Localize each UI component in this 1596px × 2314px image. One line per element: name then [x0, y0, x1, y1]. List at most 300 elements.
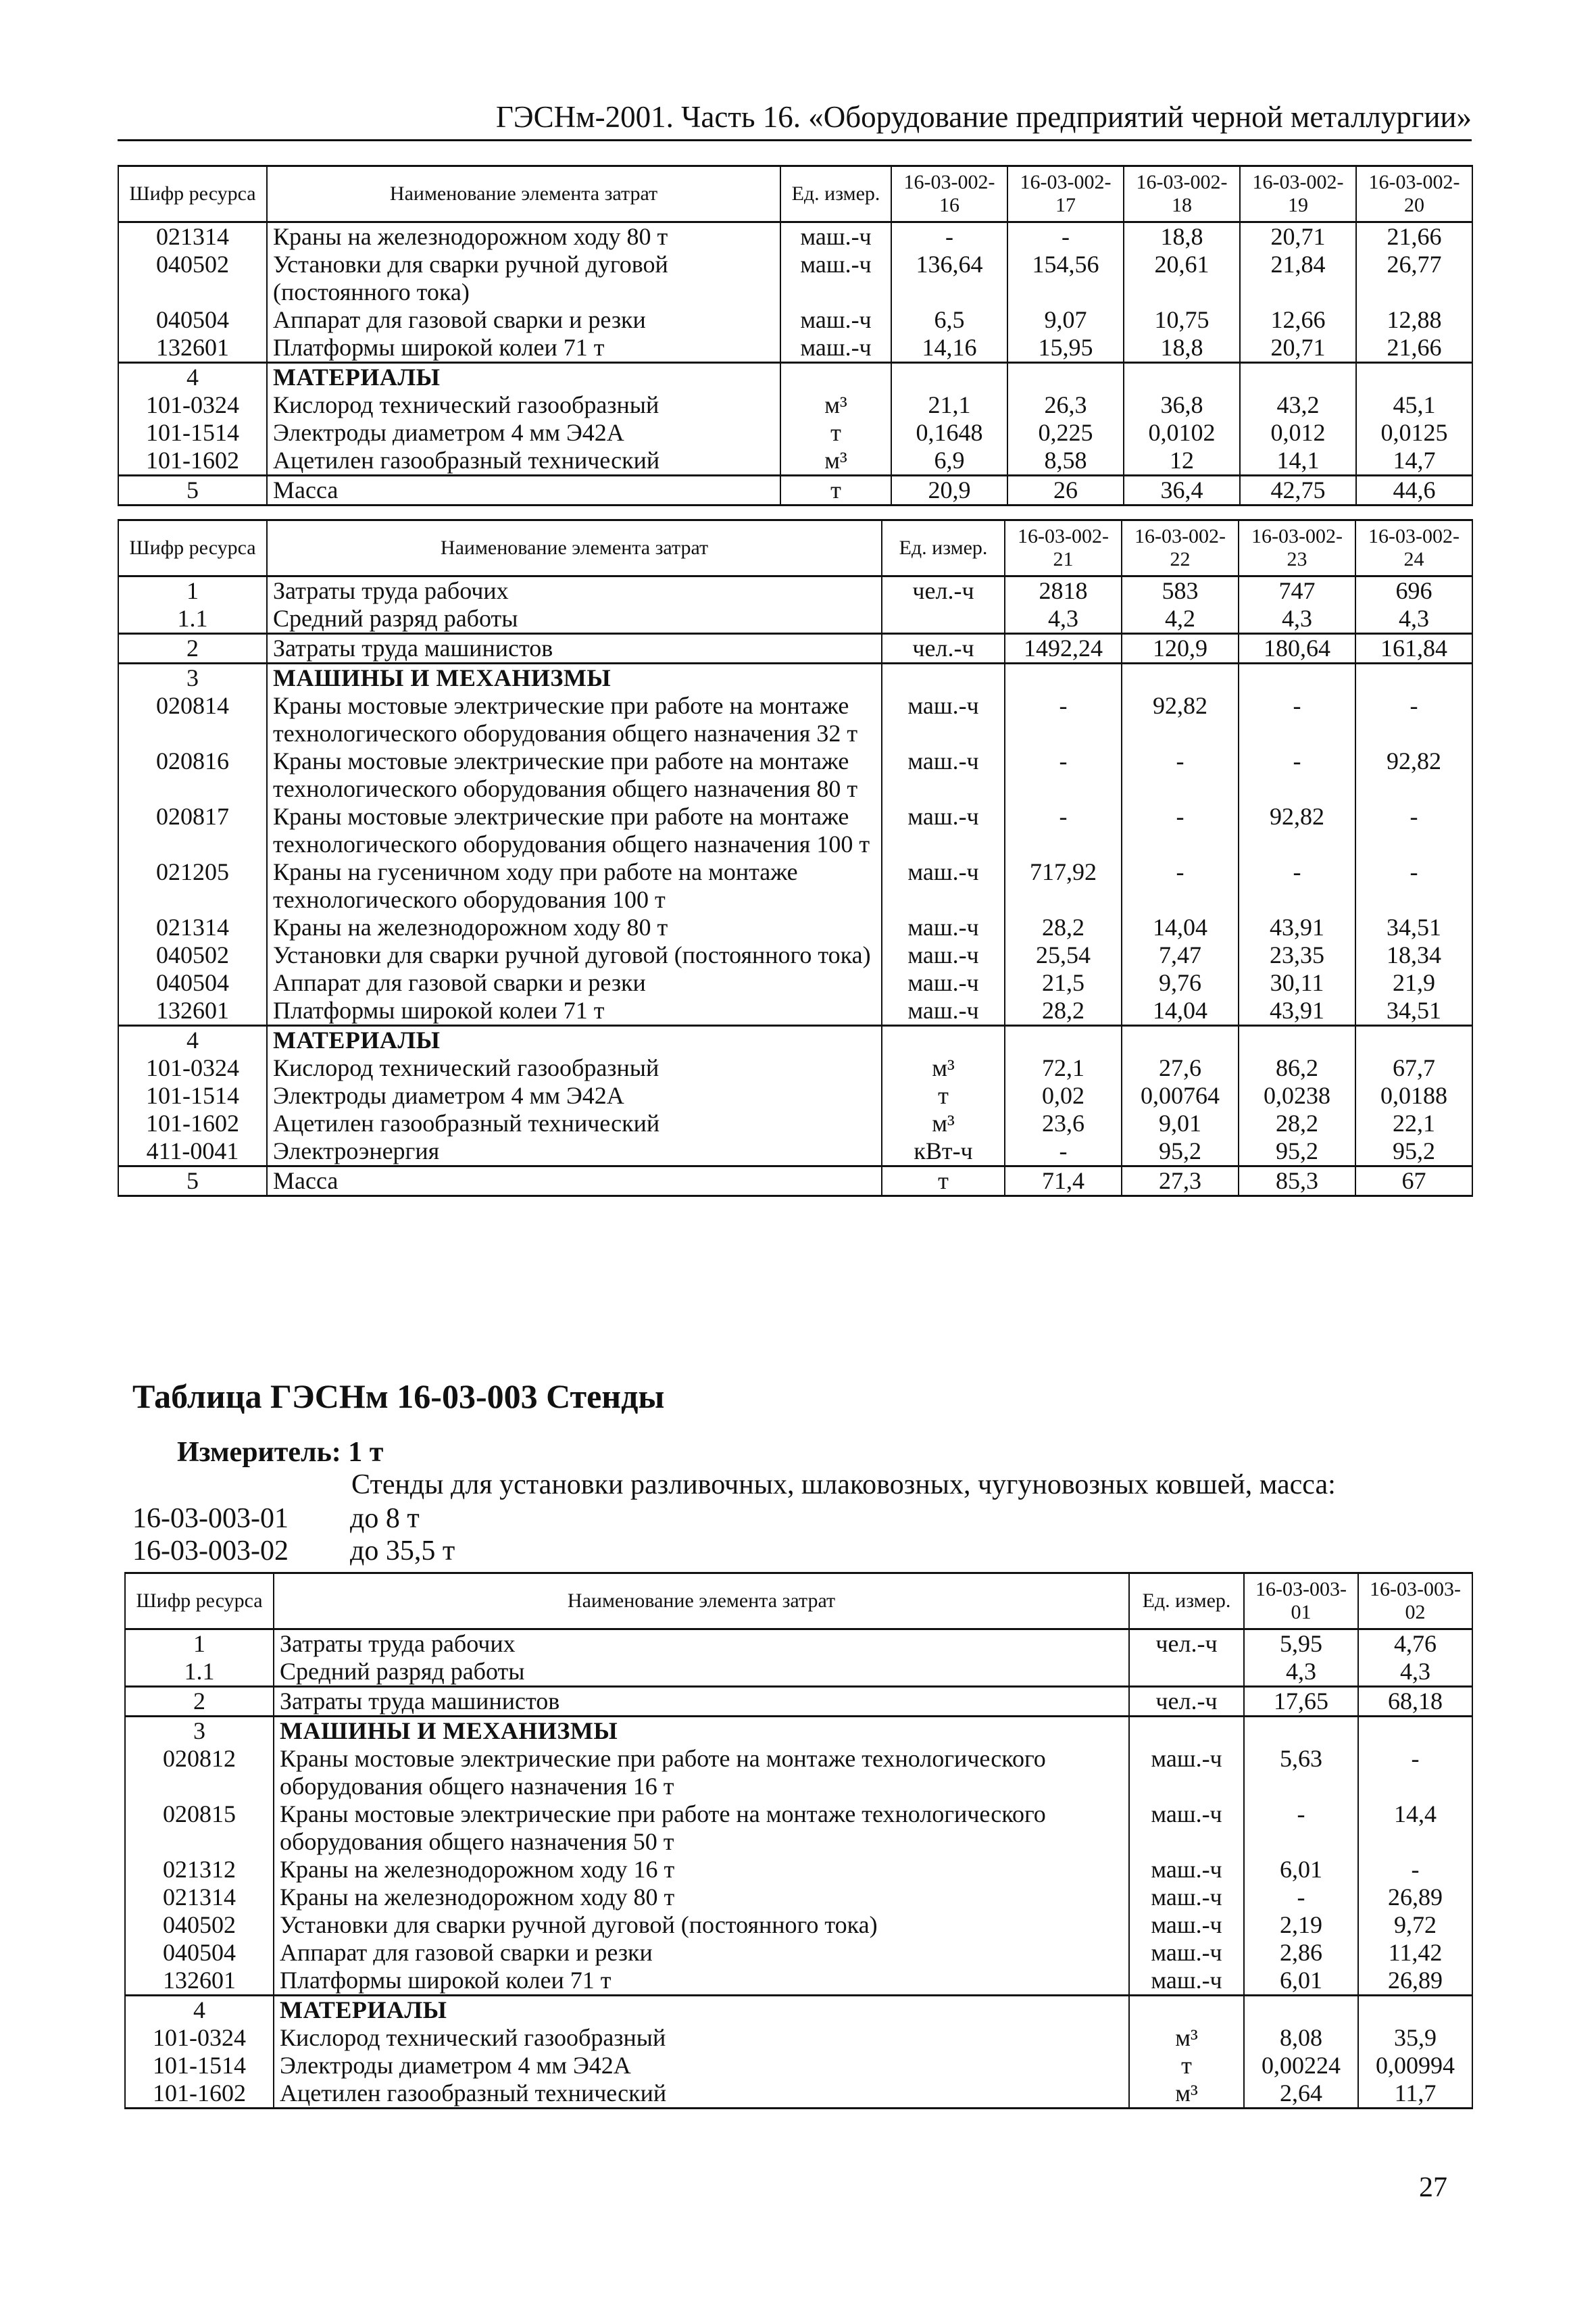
value-cell: 85,3 — [1239, 1166, 1355, 1196]
value-cell: 11,7 — [1358, 2079, 1472, 2109]
unit: маш.-ч — [1129, 1939, 1244, 1967]
cost-element-name: Установки для сварки ручной дуговой (постоянного тока) — [267, 941, 882, 969]
cost-element-name: Кислород технический газообразный — [267, 1054, 882, 1082]
value-cell: 28,2 — [1005, 914, 1122, 941]
value-cell: - — [1122, 747, 1239, 803]
resource-code: 2 — [118, 634, 267, 664]
value-cell: - — [1005, 1137, 1122, 1166]
value-cell: 34,51 — [1355, 914, 1472, 941]
table-row — [125, 1629, 1472, 1658]
unit: м³ — [780, 447, 891, 476]
unit: маш.-ч — [1129, 1911, 1244, 1939]
unit: маш.-ч — [882, 969, 1005, 997]
column-header: Наименование элемента затрат — [267, 520, 882, 576]
column-header: Ед. измер. — [1129, 1573, 1244, 1629]
unit — [882, 1026, 1005, 1055]
cost-element-name: МАШИНЫ И МЕХАНИЗМЫ — [267, 664, 882, 693]
cost-element-name: Краны на железнодорожном ходу 80 т — [267, 222, 780, 251]
variant-code: 16-03-003-01 — [132, 1503, 289, 1534]
value-cell: - — [1355, 858, 1472, 914]
value-cell: 21,9 — [1355, 969, 1472, 997]
cost-element-name: Электроды диаметром 4 мм Э42А — [267, 1082, 882, 1110]
resource-code: 2 — [125, 1687, 274, 1717]
resource-code: 101-1602 — [125, 2079, 274, 2109]
value-cell — [1122, 1026, 1239, 1055]
table-row — [118, 1137, 1472, 1166]
value-cell: 8,08 — [1244, 2024, 1358, 2052]
table-row — [118, 447, 1472, 476]
value-cell: 21,66 — [1356, 334, 1472, 363]
value-cell: 583 — [1122, 576, 1239, 606]
value-cell: 44,6 — [1356, 476, 1472, 506]
table-row — [118, 664, 1472, 693]
value-cell: 43,91 — [1239, 997, 1355, 1026]
unit: т — [882, 1166, 1005, 1196]
value-cell: 0,0238 — [1239, 1082, 1355, 1110]
cost-element-name: Ацетилен газообразный технический — [274, 2079, 1129, 2109]
cost-element-name: Ацетилен газообразный технический — [267, 1110, 882, 1137]
unit: маш.-ч — [882, 747, 1005, 803]
resource-code: 3 — [125, 1717, 274, 1746]
value-cell: 136,64 — [891, 251, 1007, 306]
value-cell: 1492,24 — [1005, 634, 1122, 664]
resource-code: 101-0324 — [118, 391, 267, 419]
cost-element-name: МАТЕРИАЛЫ — [267, 363, 780, 392]
cost-element-name: Затраты труда рабочих — [267, 576, 882, 606]
unit: маш.-ч — [1129, 1745, 1244, 1800]
table-row — [118, 1110, 1472, 1137]
value-cell: 72,1 — [1005, 1054, 1122, 1082]
unit: чел.-ч — [1129, 1687, 1244, 1717]
table-row — [118, 997, 1472, 1026]
value-cell: 86,2 — [1239, 1054, 1355, 1082]
value-cell — [891, 363, 1007, 392]
cost-element-name: Электроды диаметром 4 мм Э42А — [267, 419, 780, 447]
resource-code: 021314 — [118, 222, 267, 251]
resource-code: 021312 — [125, 1856, 274, 1884]
value-cell: 154,56 — [1007, 251, 1124, 306]
resource-code: 5 — [118, 1166, 267, 1196]
column-header: 16-03-002-24 — [1355, 520, 1472, 576]
value-cell: 67 — [1355, 1166, 1472, 1196]
value-cell: 9,76 — [1122, 969, 1239, 997]
variant-text: до 35,5 т — [350, 1535, 455, 1567]
table-row — [125, 1717, 1472, 1746]
value-cell — [1358, 1996, 1472, 2025]
cost-element-name: Краны мостовые электрические при работе на монтаже технологического оборудования общего назначения 32 т — [267, 692, 882, 747]
value-cell: - — [891, 222, 1007, 251]
resource-code: 3 — [118, 664, 267, 693]
resource-table-003 — [124, 1572, 1473, 2109]
value-cell: 20,71 — [1240, 222, 1356, 251]
value-cell — [1355, 1026, 1472, 1055]
table-row — [125, 1911, 1472, 1939]
value-cell: 4,3 — [1239, 605, 1355, 634]
value-cell: 14,04 — [1122, 997, 1239, 1026]
value-cell: 27,6 — [1122, 1054, 1239, 1082]
value-cell: 0,012 — [1240, 419, 1356, 447]
table-row — [118, 476, 1472, 506]
cost-element-name: Затраты труда рабочих — [274, 1629, 1129, 1658]
cost-element-name: Краны мостовые электрические при работе на монтаже технологического оборудования общего назначения 50 т — [274, 1800, 1129, 1856]
value-cell: 43,2 — [1240, 391, 1356, 419]
unit: маш.-ч — [780, 306, 891, 334]
column-header: 16-03-002-18 — [1124, 166, 1240, 222]
column-header: Ед. измер. — [780, 166, 891, 222]
table-row — [125, 1687, 1472, 1717]
cost-element-name: Платформы широкой колеи 71 т — [267, 997, 882, 1026]
value-cell: 2,19 — [1244, 1911, 1358, 1939]
unit: м³ — [1129, 2024, 1244, 2052]
resource-code: 4 — [118, 363, 267, 392]
cost-element-name: Аппарат для газовой сварки и резки — [274, 1939, 1129, 1967]
value-cell: 0,02 — [1005, 1082, 1122, 1110]
value-cell: 35,9 — [1358, 2024, 1472, 2052]
column-header: 16-03-002-20 — [1356, 166, 1472, 222]
value-cell: 26,77 — [1356, 251, 1472, 306]
unit — [780, 363, 891, 392]
table-row — [118, 222, 1472, 251]
unit: м³ — [780, 391, 891, 419]
unit: маш.-ч — [882, 692, 1005, 747]
table-row — [118, 605, 1472, 634]
resource-code: 040504 — [118, 969, 267, 997]
table-row — [118, 1166, 1472, 1196]
value-cell: 4,3 — [1355, 605, 1472, 634]
value-cell: 6,01 — [1244, 1967, 1358, 1996]
resource-code: 101-0324 — [125, 2024, 274, 2052]
value-cell: 10,75 — [1124, 306, 1240, 334]
value-cell: 0,225 — [1007, 419, 1124, 447]
value-cell: - — [1244, 1884, 1358, 1911]
value-cell: 9,01 — [1122, 1110, 1239, 1137]
value-cell: 4,76 — [1358, 1629, 1472, 1658]
value-cell — [1005, 1026, 1122, 1055]
value-cell: 9,07 — [1007, 306, 1124, 334]
resource-code: 020814 — [118, 692, 267, 747]
value-cell: - — [1005, 692, 1122, 747]
resource-code: 132601 — [118, 334, 267, 363]
value-cell: 14,4 — [1358, 1800, 1472, 1856]
cost-element-name: Кислород технический газообразный — [274, 2024, 1129, 2052]
table-row — [118, 334, 1472, 363]
value-cell: 5,95 — [1244, 1629, 1358, 1658]
cost-element-name: Аппарат для газовой сварки и резки — [267, 969, 882, 997]
value-cell: 45,1 — [1356, 391, 1472, 419]
cost-element-name: МАТЕРИАЛЫ — [267, 1026, 882, 1055]
resource-code: 101-1514 — [125, 2052, 274, 2079]
value-cell: 67,7 — [1355, 1054, 1472, 1082]
value-cell: 14,1 — [1240, 447, 1356, 476]
value-cell: 12,66 — [1240, 306, 1356, 334]
column-header: Наименование элемента затрат — [274, 1573, 1129, 1629]
value-cell: 34,51 — [1355, 997, 1472, 1026]
value-cell: 28,2 — [1005, 997, 1122, 1026]
cost-element-name: Краны мостовые электрические при работе на монтаже технологического оборудования общего назначения 80 т — [267, 747, 882, 803]
value-cell: 42,75 — [1240, 476, 1356, 506]
resource-code: 1.1 — [118, 605, 267, 634]
value-cell: 92,82 — [1239, 803, 1355, 858]
value-cell: 20,9 — [891, 476, 1007, 506]
cost-element-name: Краны на железнодорожном ходу 80 т — [274, 1884, 1129, 1911]
value-cell: 21,5 — [1005, 969, 1122, 997]
table-row — [125, 1939, 1472, 1967]
value-cell: 71,4 — [1005, 1166, 1122, 1196]
value-cell: - — [1239, 858, 1355, 914]
section-title: Таблица ГЭСНм 16-03-003 Стенды — [132, 1377, 665, 1415]
cost-element-name: Затраты труда машинистов — [274, 1687, 1129, 1717]
value-cell: 25,54 — [1005, 941, 1122, 969]
value-cell: 0,00994 — [1358, 2052, 1472, 2079]
unit: т — [780, 419, 891, 447]
column-header: Ед. измер. — [882, 520, 1005, 576]
resource-code: 020816 — [118, 747, 267, 803]
table-row — [118, 391, 1472, 419]
value-cell: 12,88 — [1356, 306, 1472, 334]
column-header: Шифр ресурса — [118, 166, 267, 222]
value-cell: 17,65 — [1244, 1687, 1358, 1717]
unit: чел.-ч — [882, 634, 1005, 664]
value-cell: 9,72 — [1358, 1911, 1472, 1939]
value-cell: 5,63 — [1244, 1745, 1358, 1800]
value-cell: - — [1005, 803, 1122, 858]
cost-element-name: Кислород технический газообразный — [267, 391, 780, 419]
value-cell: - — [1122, 858, 1239, 914]
resource-code: 132601 — [118, 997, 267, 1026]
table-row — [118, 803, 1472, 858]
unit: маш.-ч — [882, 997, 1005, 1026]
resource-code: 040504 — [125, 1939, 274, 1967]
value-cell: 68,18 — [1358, 1687, 1472, 1717]
cost-element-name: Электроэнергия — [267, 1137, 882, 1166]
unit: маш.-ч — [1129, 1800, 1244, 1856]
resource-code: 101-0324 — [118, 1054, 267, 1082]
column-header: 16-03-002-16 — [891, 166, 1007, 222]
unit: м³ — [1129, 2079, 1244, 2109]
resource-code: 5 — [118, 476, 267, 506]
value-cell: 36,4 — [1124, 476, 1240, 506]
value-cell — [1007, 363, 1124, 392]
table-row — [118, 1026, 1472, 1055]
column-header: Наименование элемента затрат — [267, 166, 780, 222]
column-header: Шифр ресурса — [118, 520, 267, 576]
value-cell: 6,5 — [891, 306, 1007, 334]
cost-element-name: Краны на гусеничном ходу при работе на монтаже технологического оборудования 100 т — [267, 858, 882, 914]
unit: т — [780, 476, 891, 506]
value-cell: 14,16 — [891, 334, 1007, 363]
value-cell — [1240, 363, 1356, 392]
resource-code: 040502 — [125, 1911, 274, 1939]
value-cell: 92,82 — [1355, 747, 1472, 803]
unit — [1129, 1996, 1244, 2025]
page-number: 27 — [1419, 2172, 1447, 2203]
value-cell: - — [1358, 1856, 1472, 1884]
unit: кВт-ч — [882, 1137, 1005, 1166]
unit: маш.-ч — [882, 941, 1005, 969]
cost-element-name: Масса — [267, 476, 780, 506]
unit: т — [1129, 2052, 1244, 2079]
column-header: 16-03-002-22 — [1122, 520, 1239, 576]
unit: маш.-ч — [1129, 1884, 1244, 1911]
value-cell — [1239, 1026, 1355, 1055]
variant-row — [132, 1534, 455, 1568]
value-cell: 4,3 — [1005, 605, 1122, 634]
resource-code: 101-1602 — [118, 1110, 267, 1137]
resource-code: 040502 — [118, 251, 267, 306]
value-cell: 26,89 — [1358, 1884, 1472, 1911]
value-cell: - — [1007, 222, 1124, 251]
cost-element-name: МАТЕРИАЛЫ — [274, 1996, 1129, 2025]
cost-element-name: Установки для сварки ручной дуговой (постоянного тока) — [274, 1911, 1129, 1939]
value-cell — [1124, 363, 1240, 392]
value-cell: 11,42 — [1358, 1939, 1472, 1967]
column-header: 16-03-002-21 — [1005, 520, 1122, 576]
resource-code: 1.1 — [125, 1658, 274, 1687]
resource-code: 021314 — [118, 914, 267, 941]
value-cell: 12 — [1124, 447, 1240, 476]
value-cell: - — [1358, 1745, 1472, 1800]
value-cell: 26 — [1007, 476, 1124, 506]
unit: маш.-ч — [882, 858, 1005, 914]
cost-element-name: Аппарат для газовой сварки и резки — [267, 306, 780, 334]
table-row — [118, 969, 1472, 997]
resource-code: 021205 — [118, 858, 267, 914]
table-row — [118, 914, 1472, 941]
unit: маш.-ч — [882, 914, 1005, 941]
value-cell: - — [1355, 803, 1472, 858]
table-row — [125, 1800, 1472, 1856]
resource-code: 1 — [118, 576, 267, 606]
column-header: 16-03-003-02 — [1358, 1573, 1472, 1629]
unit — [1129, 1658, 1244, 1687]
resource-code: 101-1602 — [118, 447, 267, 476]
resource-code: 040504 — [118, 306, 267, 334]
table-row — [118, 858, 1472, 914]
value-cell: - — [1355, 692, 1472, 747]
value-cell: 18,8 — [1124, 334, 1240, 363]
value-cell: 747 — [1239, 576, 1355, 606]
table-row — [125, 1856, 1472, 1884]
column-header: 16-03-002-23 — [1239, 520, 1355, 576]
table-row — [118, 363, 1472, 392]
table-row — [125, 2024, 1472, 2052]
unit — [882, 605, 1005, 634]
value-cell: 8,58 — [1007, 447, 1124, 476]
value-cell: 20,61 — [1124, 251, 1240, 306]
table-row — [118, 941, 1472, 969]
unit — [1129, 1717, 1244, 1746]
column-header: Шифр ресурса — [125, 1573, 274, 1629]
value-cell: 0,0125 — [1356, 419, 1472, 447]
value-cell: 717,92 — [1005, 858, 1122, 914]
unit: маш.-ч — [1129, 1967, 1244, 1996]
unit: маш.-ч — [882, 803, 1005, 858]
column-header: 16-03-002-17 — [1007, 166, 1124, 222]
value-cell — [1356, 363, 1472, 392]
value-cell: 18,8 — [1124, 222, 1240, 251]
unit: маш.-ч — [780, 334, 891, 363]
value-cell: 2,64 — [1244, 2079, 1358, 2109]
value-cell: 23,35 — [1239, 941, 1355, 969]
table-row — [118, 576, 1472, 606]
value-cell: 15,95 — [1007, 334, 1124, 363]
table-row — [118, 634, 1472, 664]
table-row — [118, 1054, 1472, 1082]
resource-code: 021314 — [125, 1884, 274, 1911]
resource-code: 020817 — [118, 803, 267, 858]
resource-table-002-21-24 — [118, 519, 1473, 1197]
value-cell — [1244, 1717, 1358, 1746]
resource-code: 101-1514 — [118, 1082, 267, 1110]
variant-text: до 8 т — [350, 1503, 420, 1534]
value-cell: 2818 — [1005, 576, 1122, 606]
value-cell: 4,3 — [1244, 1658, 1358, 1687]
cost-element-name: Ацетилен газообразный технический — [267, 447, 780, 476]
value-cell — [1005, 664, 1122, 693]
table-row — [125, 2079, 1472, 2109]
value-cell: 161,84 — [1355, 634, 1472, 664]
value-cell: - — [1122, 803, 1239, 858]
value-cell: 120,9 — [1122, 634, 1239, 664]
value-cell: 28,2 — [1239, 1110, 1355, 1137]
table-row — [125, 1658, 1472, 1687]
table-row — [118, 692, 1472, 747]
cost-element-name: Масса — [267, 1166, 882, 1196]
value-cell: 21,1 — [891, 391, 1007, 419]
value-cell: 30,11 — [1239, 969, 1355, 997]
value-cell: - — [1239, 747, 1355, 803]
value-cell: 27,3 — [1122, 1166, 1239, 1196]
value-cell — [1122, 664, 1239, 693]
value-cell: 14,7 — [1356, 447, 1472, 476]
value-cell: 21,66 — [1356, 222, 1472, 251]
value-cell: 95,2 — [1355, 1137, 1472, 1166]
cost-element-name: Платформы широкой колеи 71 т — [267, 334, 780, 363]
table-row — [118, 306, 1472, 334]
table-row — [125, 1996, 1472, 2025]
table-row — [118, 419, 1472, 447]
resource-code: 132601 — [125, 1967, 274, 1996]
header-rule — [118, 139, 1472, 141]
value-cell — [1358, 1717, 1472, 1746]
cost-element-name: Платформы широкой колеи 71 т — [274, 1967, 1129, 1996]
resource-code: 411-0041 — [118, 1137, 267, 1166]
resource-code: 020812 — [125, 1745, 274, 1800]
cost-element-name: Установки для сварки ручной дуговой (постоянного тока) — [267, 251, 780, 306]
value-cell: 2,86 — [1244, 1939, 1358, 1967]
value-cell — [1355, 664, 1472, 693]
value-cell: 23,6 — [1005, 1110, 1122, 1137]
unit: маш.-ч — [780, 251, 891, 306]
column-header: 16-03-002-19 — [1240, 166, 1356, 222]
unit — [882, 664, 1005, 693]
value-cell: 696 — [1355, 576, 1472, 606]
resource-code: 101-1514 — [118, 419, 267, 447]
unit: т — [882, 1082, 1005, 1110]
value-cell: 36,8 — [1124, 391, 1240, 419]
table-row — [118, 1082, 1472, 1110]
unit: чел.-ч — [882, 576, 1005, 606]
value-cell: 95,2 — [1239, 1137, 1355, 1166]
unit: маш.-ч — [1129, 1856, 1244, 1884]
value-cell: 18,34 — [1355, 941, 1472, 969]
cost-element-name: Краны на железнодорожном ходу 16 т — [274, 1856, 1129, 1884]
resource-code: 4 — [118, 1026, 267, 1055]
table-row — [118, 251, 1472, 306]
cost-element-name: Краны на железнодорожном ходу 80 т — [267, 914, 882, 941]
value-cell: 14,04 — [1122, 914, 1239, 941]
value-cell: 6,01 — [1244, 1856, 1358, 1884]
